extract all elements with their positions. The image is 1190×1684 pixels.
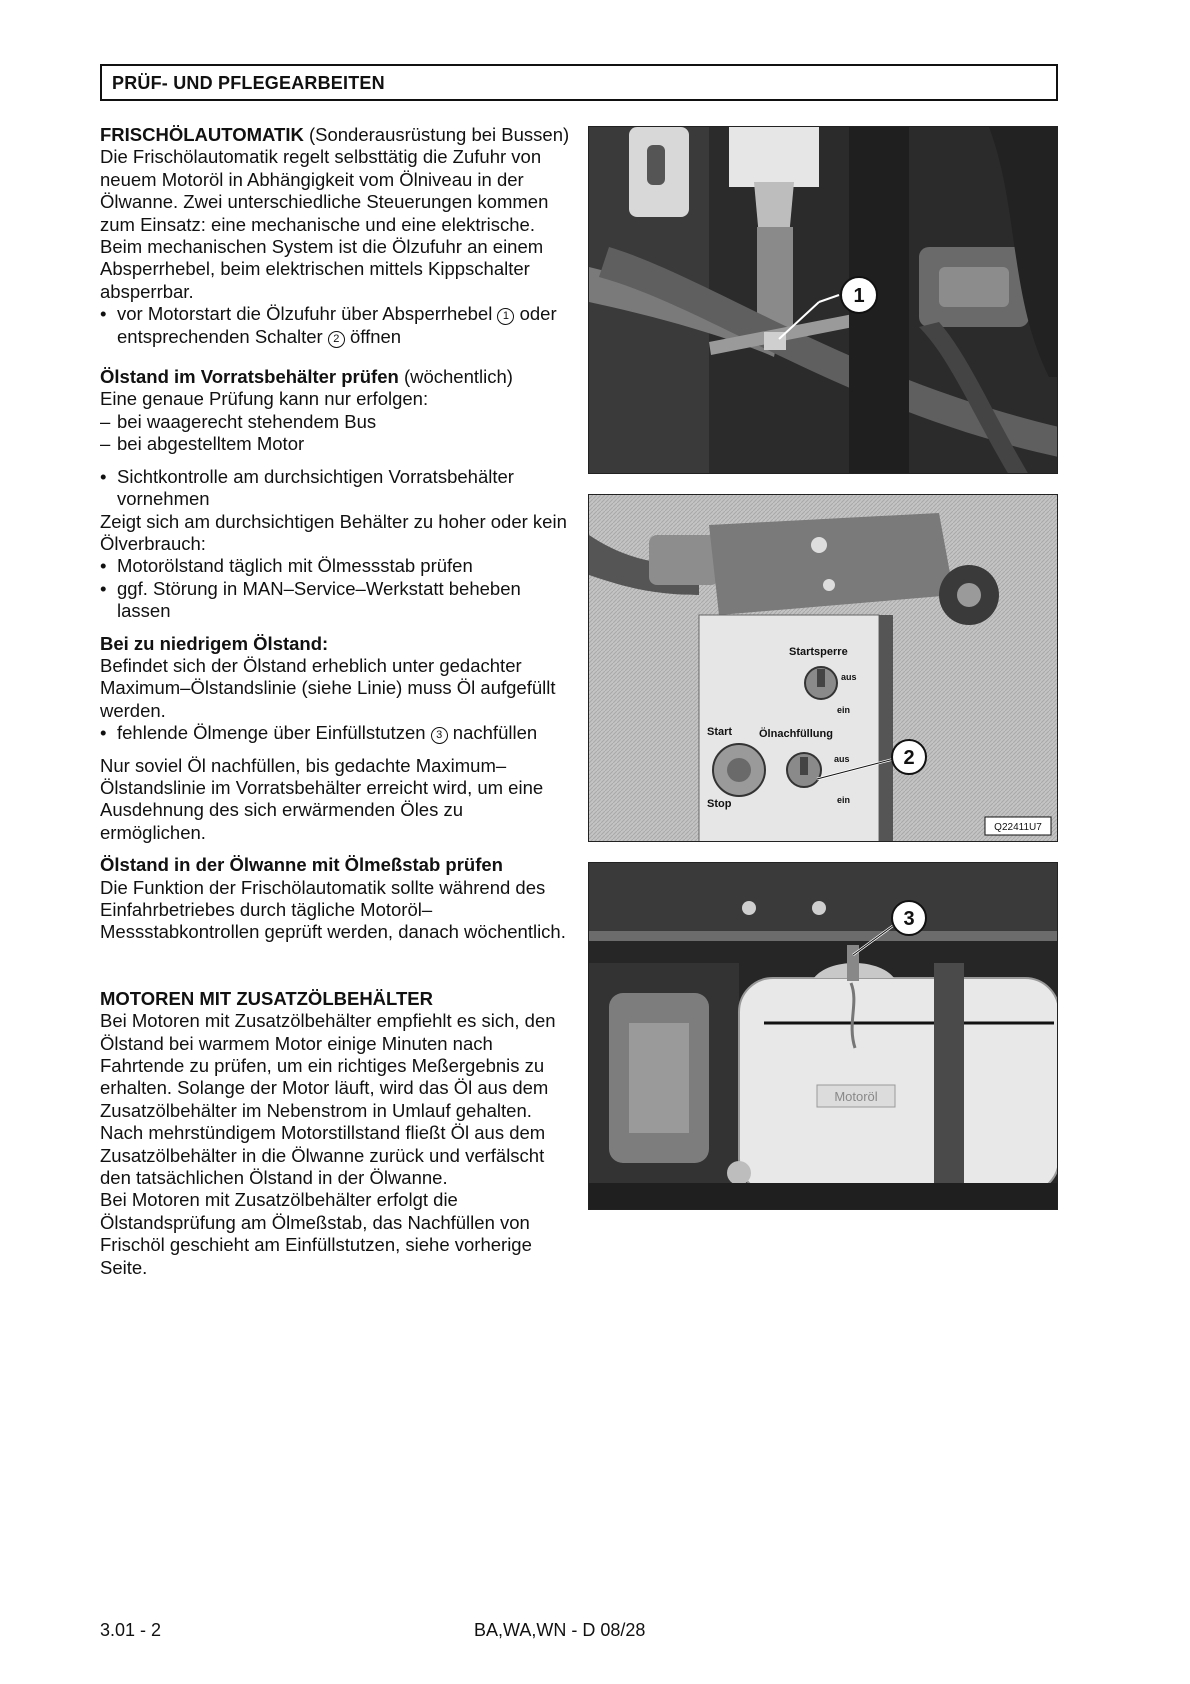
label-aus-1: aus (841, 672, 857, 682)
section1-intro (100, 124, 572, 146)
section2-intro: Eine genaue Prüfung kann nur erfolgen: (100, 388, 429, 410)
section2-dash-2: – bei abgestelltem Motor (100, 433, 572, 455)
label-startsperre: Startsperre (789, 646, 848, 658)
section2-dash-1: – bei waagerecht stehendem Bus (100, 411, 572, 433)
label-ein-2: ein (837, 795, 851, 805)
section5-paragraph-2: Bei Motoren mit Zusatzölbehälter erfolgt die Ölstandsprüfung am Ölmeßstab, das Nachfüllen von Frischöl geschieht am Einfüllstutzen, siehe vorherige Seite. (100, 1189, 532, 1278)
section4-heading: Ölstand in der Ölwanne mit Ölmeßstab prüfen (100, 854, 503, 876)
section3-bullet-text-a: fehlende Ölmenge über Einfüllstutzen (117, 722, 431, 744)
label-ein-1: ein (837, 705, 851, 715)
document-code: BA,WA,WN - D 08/28 (474, 1620, 646, 1640)
section2-heading-suffix: (wöchentlich) (398, 366, 513, 388)
section3-heading: Bei zu niedrigem Ölstand: (100, 632, 329, 654)
section2-bullet-2: • Motorölstand täglich mit Ölmessstab prüfen (100, 555, 572, 577)
label-start: Start (707, 726, 733, 738)
section2-text: Zeigt sich am durchsichtigen Behälter zu hoher oder kein Ölverbrauch: (100, 510, 567, 554)
section1-bullet-text-b: oder entsprechenden Schalter (117, 303, 557, 347)
section2-bullet-3: • ggf. Störung in MAN–Service–Werkstatt beheben lassen (100, 578, 572, 623)
photo2-illustration (589, 495, 1058, 842)
section1-bullet (100, 303, 572, 348)
page-title: PRÜF- UND PFLEGEARBEITEN (112, 73, 385, 93)
section1-heading: FRISCHÖLAUTOMATIK (100, 124, 304, 145)
photo1-illustration (589, 127, 1058, 474)
label-oelnachfuellung: Ölnachfüllung (759, 728, 833, 740)
section1-paragraph: Die Frischölautomatik regelt selbsttätig die Zufuhr von neuem Motoröl in Abhängigkeit vom Ölniveau in der Ölwanne. Zwei unterschiedliche Steuerungen kommen zum Einsatz: eine mechanische und eine elektrische. Beim mechanischen System ist die Ölzufuhr an einem Absperrhebel, beim elektrischen mittels Kippschalter absperrbar. (100, 146, 549, 302)
page-number: 3.01 - 2 (100, 1620, 162, 1640)
label-motoroel: Motoröl (834, 1089, 878, 1104)
section2-heading: Ölstand im Vorratsbehälter prüfen (100, 366, 399, 388)
photo-oil-shutoff-lever (588, 126, 1058, 474)
section5-paragraph-1: Bei Motoren mit Zusatzölbehälter empfiehlt es sich, den Ölstand bei warmem Motor einige Minuten nach Fahrtende zu prüfen, um ein richtiges Meßergebnis zu erhalten. Solange der Motor läuft, wird das Öl aus dem Zusatzölbehälter im Nebenstrom in Umlauf gehalten. Nach mehrstündigem Motorstillstand fließt Öl aus dem Zusatzölbehälter in die Ölwanne zurück und verfälscht den tatsächlichen Ölstand in der Ölwanne. (100, 1010, 556, 1189)
label-aus-2: aus (834, 754, 850, 764)
photo3-illustration (589, 863, 1058, 1210)
ref-circle-2: 2 (328, 331, 345, 348)
callout-1: 1 (853, 285, 865, 307)
section1-bullet-text-c: öffnen (344, 325, 402, 347)
ref-circle-3: 3 (431, 727, 448, 744)
section4-paragraph: Die Funktion der Frischölautomatik sollte während des Einfahrbetriebes durch tägliche Motoröl–Messstabkontrollen geprüft werden, danach wöchentlich. (100, 876, 566, 943)
section3-paragraph-2: Nur soviel Öl nachfüllen, bis gedachte Maximum–Ölstandslinie im Vorratsbehälter erreicht wird, um eine Ausdehnung des sich erwärmenden Öles zu ermöglichen. (100, 754, 544, 843)
section1-heading-suffix: (Sonderausrüstung bei Bussen) (303, 124, 570, 145)
section2-bullet-1: • Sichtkontrolle am durchsichtigen Vorratsbehälter vornehmen (100, 466, 572, 511)
image-code: Q22411U7 (994, 822, 1042, 833)
main-text-column (100, 124, 572, 1279)
section3-paragraph: Befindet sich der Ölstand erheblich unter gedachter Maximum–Ölstandslinie (siehe Linie) muss Öl aufgefüllt werden. (100, 654, 556, 721)
callout-2: 2 (903, 747, 915, 769)
header-box (100, 64, 1058, 101)
section2-heading-line (100, 366, 572, 388)
ref-circle-1: 1 (497, 308, 514, 325)
photo-oil-reservoir (588, 862, 1058, 1210)
callout-3: 3 (903, 908, 915, 930)
section3-bullet (100, 722, 572, 744)
section1-bullet-text-a: vor Motorstart die Ölzufuhr über Absperrhebel (117, 303, 498, 325)
section3-bullet-text-b: nachfüllen (447, 722, 538, 744)
section5-heading: MOTOREN MIT ZUSATZÖLBEHÄLTER (100, 987, 433, 1009)
label-stop: Stop (707, 798, 732, 810)
photo-switch-panel (588, 494, 1058, 842)
